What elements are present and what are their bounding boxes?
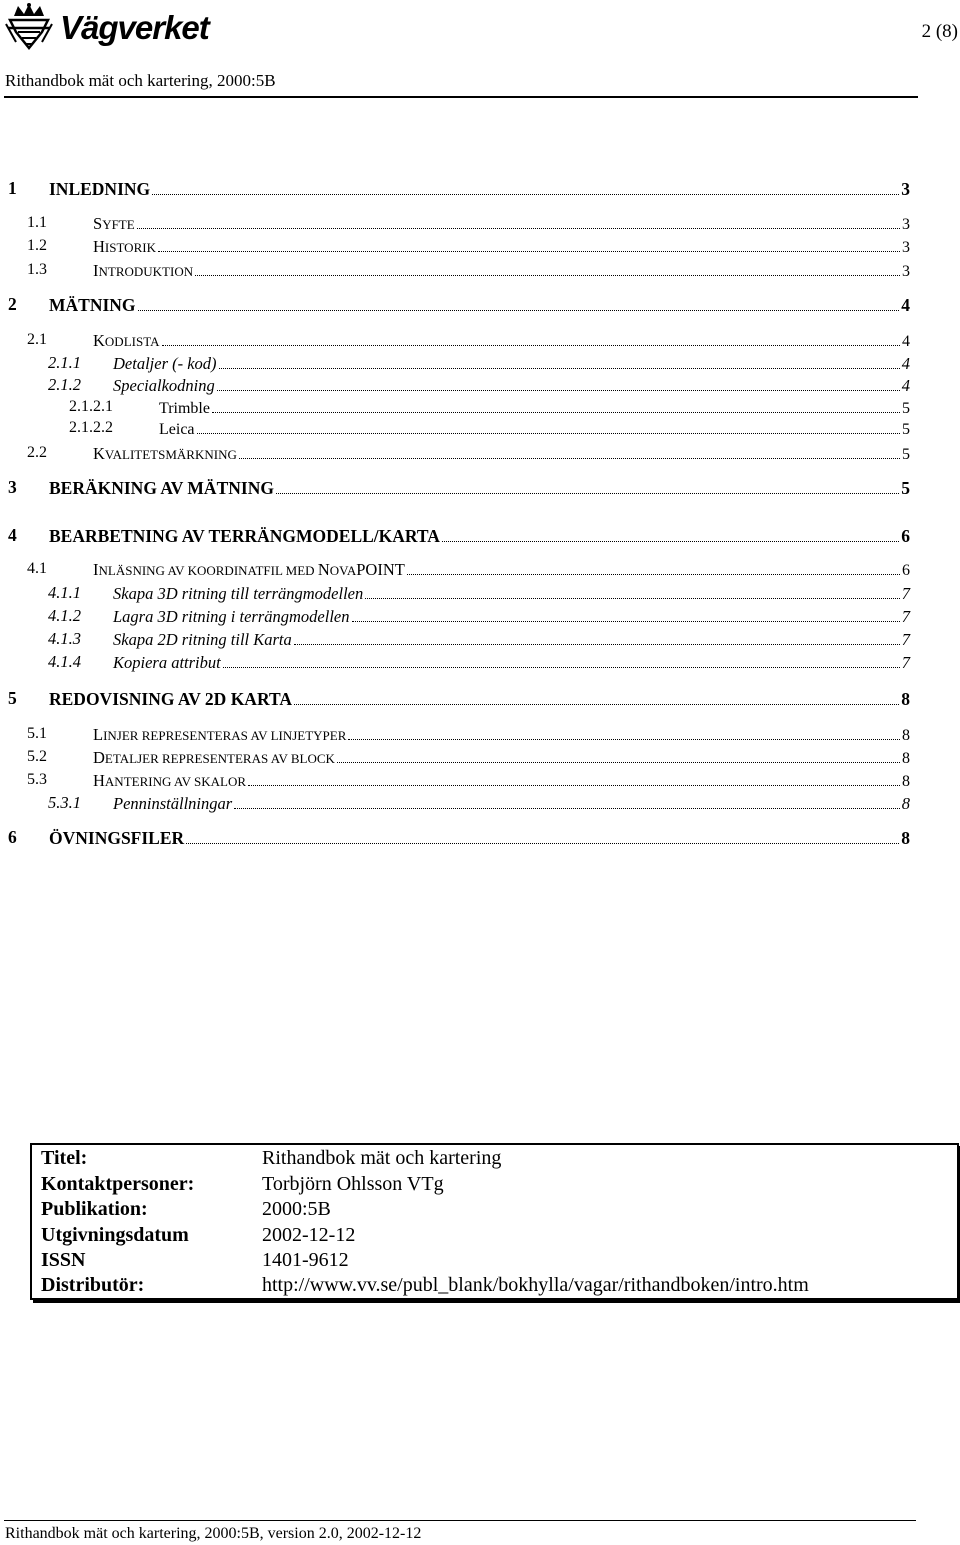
toc-leader-dots: [197, 419, 900, 434]
toc-entry-title: Leica: [159, 421, 195, 439]
toc-entry-number: 2.2: [27, 444, 47, 461]
toc-entry-page: 6: [902, 562, 910, 580]
toc-entry[interactable]: [27, 214, 910, 236]
toc-entry-title: Skapa 2D ritning till Karta: [113, 629, 292, 649]
toc-entry-page: 8: [901, 827, 910, 848]
distributor-link[interactable]: http://www.vv.se/publ_blank/bokhylla/vagar/rithandboken/intro.htm: [262, 1274, 809, 1296]
toc-entry-page: 8: [902, 773, 910, 791]
header-subtitle: Rithandbok mät och kartering, 2000:5B: [5, 71, 276, 90]
toc-leader-dots: [137, 214, 900, 229]
page-number: 2 (8): [921, 21, 958, 42]
toc-entry[interactable]: [27, 261, 910, 283]
toc-entry-number: 4.1.4: [48, 652, 81, 671]
toc-entry[interactable]: [27, 725, 910, 747]
toc-entry-title: KVALITETSMÄRKNING: [93, 444, 237, 464]
toc-entry-title: Trimble: [159, 400, 210, 418]
info-row-date: [41, 1222, 941, 1248]
toc-entry-page: 4: [901, 375, 910, 395]
toc-entry[interactable]: [8, 688, 910, 710]
toc-entry-title: BERÄKNING AV MÄTNING: [49, 477, 274, 498]
toc-entry-number: 2.1.2.2: [69, 419, 113, 436]
info-value: 2002-12-12: [262, 1224, 356, 1246]
toc-entry-page: 8: [902, 727, 910, 745]
toc-entry[interactable]: [8, 178, 910, 200]
toc-leader-dots: [234, 793, 900, 809]
toc-leader-dots: [212, 398, 900, 413]
toc-entry-number: 2.1.1: [48, 353, 81, 372]
toc-leader-dots: [239, 444, 900, 459]
toc-entry[interactable]: [27, 771, 910, 793]
toc-entry-page: 5: [902, 446, 910, 464]
toc-entry-title: Penninställningar: [113, 793, 233, 813]
info-row-contacts: [41, 1171, 941, 1197]
toc-entry-title: INLÄSNING AV KOORDINATFIL MED NOVAPOINT: [93, 560, 405, 580]
footer-divider: [4, 1520, 916, 1521]
toc-leader-dots: [152, 178, 899, 195]
toc-entry-title: HISTORIK: [93, 237, 156, 257]
toc-entry[interactable]: [8, 477, 910, 499]
toc-entry-page: 7: [901, 652, 910, 672]
toc-leader-dots: [186, 827, 899, 844]
info-value: 1401-9612: [262, 1249, 349, 1271]
toc-entry-page: 5: [902, 421, 910, 439]
toc-entry-title: HANTERING AV SKALOR: [93, 771, 247, 791]
info-label: Utgivningsdatum: [41, 1224, 189, 1246]
toc-leader-dots: [352, 606, 900, 622]
toc-entry[interactable]: [48, 606, 910, 628]
info-label: Distributör:: [41, 1274, 145, 1296]
toc-entry-page: 4: [901, 353, 910, 373]
toc-entry-page: 7: [901, 606, 910, 626]
toc-entry-title: Kopiera attribut: [113, 652, 221, 672]
toc-entry-number: 2.1.2.1: [69, 398, 113, 415]
toc-entry-title: KODLISTA: [93, 331, 160, 351]
info-value: Rithandbok mät och kartering: [262, 1147, 502, 1169]
toc-entry-title: Skapa 3D ritning till terrängmodellen: [113, 583, 364, 603]
toc-entry-number: 5.1: [27, 725, 47, 742]
toc-entry-page: 3: [901, 178, 910, 199]
toc-entry-title: MÄTNING: [49, 294, 136, 315]
toc-entry-page: 4: [902, 333, 910, 351]
toc-entry-title: REDOVISNING AV 2D KARTA: [49, 688, 292, 709]
toc-entry-page: 3: [902, 216, 910, 234]
toc-leader-dots: [337, 748, 900, 763]
toc-entry[interactable]: [27, 748, 910, 770]
info-row-title: [41, 1145, 941, 1171]
toc-leader-dots: [407, 560, 900, 575]
toc-entry[interactable]: [48, 652, 910, 674]
toc-entry-number: 2.1.2: [48, 375, 81, 394]
toc-entry-number: 4.1: [27, 560, 47, 577]
toc-entry[interactable]: [27, 331, 910, 353]
toc-entry-page: 4: [901, 294, 910, 315]
toc-entry-number: 2: [8, 294, 17, 314]
toc-leader-dots: [248, 771, 900, 786]
toc-entry-number: 6: [8, 827, 17, 847]
toc-entry-number: 1: [8, 178, 17, 198]
toc-leader-dots: [442, 525, 899, 542]
info-value: 2000:5B: [262, 1198, 331, 1220]
toc-entry-page: 8: [902, 750, 910, 768]
toc-leader-dots: [365, 583, 900, 599]
toc-entry-page: 8: [901, 793, 910, 813]
info-label: ISSN: [41, 1249, 86, 1271]
toc-leader-dots: [276, 477, 899, 494]
toc-entry[interactable]: [48, 583, 910, 605]
toc-entry-page: 3: [902, 239, 910, 257]
toc-entry-number: 1.2: [27, 237, 47, 254]
toc-entry[interactable]: [69, 419, 910, 441]
toc-entry-number: 5: [8, 688, 17, 708]
toc-leader-dots: [162, 331, 901, 346]
toc-entry-number: 3: [8, 477, 17, 497]
info-row-issn: [41, 1247, 941, 1273]
toc-entry-page: 6: [901, 525, 910, 546]
info-label: Publikation:: [41, 1198, 148, 1220]
toc-entry-page: 5: [901, 477, 910, 498]
toc-entry[interactable]: [69, 398, 910, 420]
toc-entry[interactable]: [8, 525, 910, 547]
toc-entry-number: 2.1: [27, 331, 47, 348]
document-info-box: [30, 1143, 959, 1300]
toc-entry-page: 7: [901, 629, 910, 649]
toc-entry[interactable]: [48, 353, 910, 375]
toc-leader-dots: [195, 261, 900, 276]
toc-entry[interactable]: [27, 237, 910, 259]
toc-entry-title: INTRODUKTION: [93, 261, 194, 281]
toc-leader-dots: [158, 237, 900, 252]
toc-entry[interactable]: [48, 629, 910, 651]
toc-entry[interactable]: [8, 294, 910, 316]
toc-entry-page: 3: [902, 263, 910, 281]
toc-leader-dots: [219, 353, 900, 369]
toc-entry-title: Lagra 3D ritning i terrängmodellen: [113, 606, 350, 626]
info-label: Kontaktpersoner:: [41, 1173, 195, 1195]
toc-entry-title: INLEDNING: [49, 178, 151, 199]
toc-entry[interactable]: [27, 444, 910, 466]
info-label: Titel:: [41, 1147, 88, 1169]
info-row-publication: [41, 1196, 941, 1222]
toc-entry[interactable]: [8, 827, 910, 849]
toc-entry-number: 5.3: [27, 771, 47, 788]
footer-text: Rithandbok mät och kartering, 2000:5B, version 2.0, 2002-12-12: [5, 1525, 422, 1542]
toc-leader-dots: [294, 688, 899, 705]
toc-entry-number: 4: [8, 525, 17, 545]
toc-entry-number: 4.1.1: [48, 583, 81, 602]
toc-entry-number: 5.2: [27, 748, 47, 765]
toc-entry-title: LINJER REPRESENTERAS AV LINJETYPER: [93, 725, 347, 745]
toc-leader-dots: [138, 294, 900, 311]
toc-entry-number: 4.1.3: [48, 629, 81, 648]
toc-entry-title: Detaljer (- kod): [113, 353, 217, 373]
toc-leader-dots: [294, 629, 900, 645]
toc-entry-title: DETALJER REPRESENTERAS AV BLOCK: [93, 748, 335, 768]
toc-leader-dots: [217, 375, 900, 391]
toc-entry-title: Specialkodning: [113, 375, 215, 395]
toc-entry[interactable]: [48, 793, 910, 815]
info-row-distributor: [41, 1272, 941, 1298]
toc-entry-title: ÖVNINGSFILER: [49, 827, 185, 848]
toc-leader-dots: [223, 652, 900, 668]
toc-leader-dots: [348, 725, 900, 740]
logo-wordmark: Vägverket: [60, 9, 209, 46]
toc-entry[interactable]: [48, 375, 910, 397]
toc-entry-number: 5.3.1: [48, 793, 81, 812]
toc-entry[interactable]: [27, 560, 910, 582]
toc-entry-page: 5: [902, 400, 910, 418]
info-value: Torbjörn Ohlsson VTg: [262, 1173, 444, 1195]
toc-entry-title: BEARBETNING AV TERRÄNGMODELL/KARTA: [49, 525, 440, 546]
toc-entry-page: 7: [901, 583, 910, 603]
toc-entry-page: 8: [901, 688, 910, 709]
toc-entry-number: 1.1: [27, 214, 47, 231]
toc-entry-number: 4.1.2: [48, 606, 81, 625]
toc-entry-number: 1.3: [27, 261, 47, 278]
toc-entry-title: SYFTE: [93, 214, 135, 234]
